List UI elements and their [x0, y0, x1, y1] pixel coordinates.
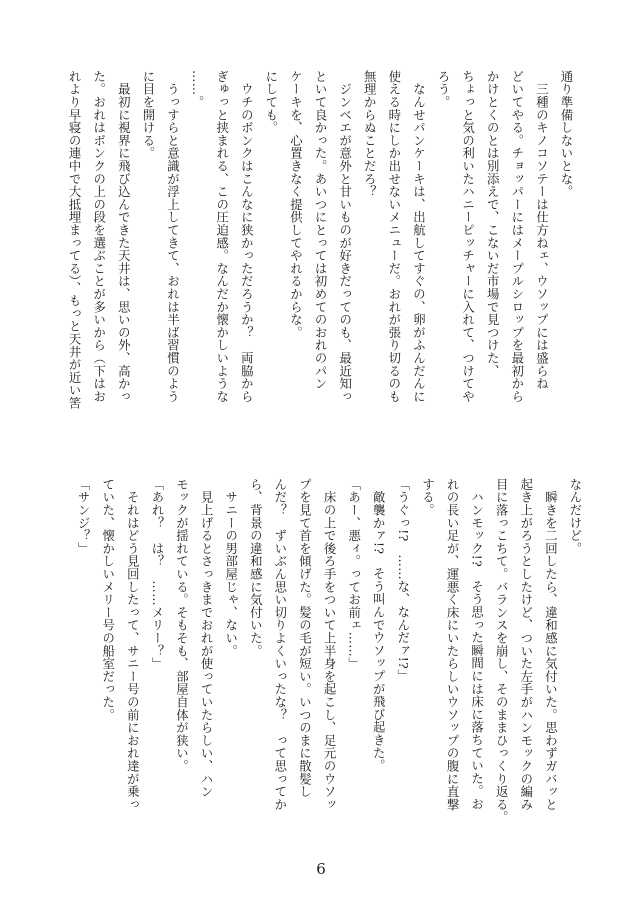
text-line: それはどう見回したって、サニー号の前におれ達が乗っ: [125, 478, 141, 811]
text-line: プを見て首を傾げた。髪の毛が短い。いつのまに散髪し: [297, 478, 313, 798]
text-line: ハンモック!? そう思った瞬間には床に落ちていた。お: [469, 478, 485, 811]
text-line: なんせパンケーキは、出航してすぐの、卵がふんだんに: [411, 70, 427, 403]
text-line: ていた、懐かしいメリー号の船室だった。: [100, 478, 116, 722]
text-line: ぎゅっと挟まれる、この圧迫感。なんだか懐かしいような: [214, 70, 230, 403]
text-line: ケーキを、心置きなく提供してやれるからな。: [288, 70, 304, 339]
text-line: 瞬きを二回したら、違和感に気付いた。思わずガバッと: [543, 478, 559, 811]
text-line: 最初に視界に飛び込んできた天井は、思いの外、高かっ: [116, 70, 132, 403]
text-line: サニーの男部屋じゃ、ない。: [223, 478, 239, 658]
text-line: にしても。: [263, 70, 279, 134]
text-line: 見上げるとさっきまでおれが使っていたらしい、ハン: [199, 478, 215, 798]
text-line: ……。: [190, 70, 206, 109]
text-line: 「あー、悪ィ。ってお前ェ……」: [346, 478, 362, 670]
text-line: ろう。: [436, 70, 452, 109]
text-line: 起き上がろうとしたけど、ついた左手がハンモックの編み: [518, 478, 534, 811]
text-line: ら、背景の違和感に気付いた。: [248, 478, 264, 658]
text-line: た。おれはボンクの上の段を選ぶことが多いから（下はお: [91, 70, 107, 403]
text-line: 床の上で後ろ手をついて上半身を起こし、足元のウソッ: [322, 478, 338, 811]
text-line: 目に落っこちて。バランスを崩し、そのままひっくり返る。: [494, 478, 510, 824]
text-line: に目を開ける。: [140, 70, 156, 160]
text-line: ちょっと気の利いたハニーピッチャーに入れて、つけてや: [460, 70, 476, 403]
text-line: 「サンジ？」: [76, 478, 92, 555]
text-line: かけとくのとは別添えで、こないだ市場で見つけた、: [485, 70, 501, 378]
text-line: ジンベエが意外と甘いものが好きだってのも、最近知っ: [337, 70, 353, 403]
text-line: 「あれ？ は？ ……メリー？」: [149, 478, 165, 670]
text-line: といて良かった。あいつにとっては初めてのおれのパン: [313, 70, 329, 390]
text-line: モックが揺れている。そもそも、部屋自体が狭い。: [174, 478, 190, 773]
text-line: 無理からぬことだろ？: [362, 70, 378, 198]
text-line: れより早寝の連中で大抵埋まってる）、もっと天井が近い筈: [67, 70, 83, 410]
text-line: んだ？ ずいぶん思い切りよくいったな？ って思ってか: [272, 478, 288, 811]
text-line: なんだけど。: [568, 478, 583, 555]
text-line: れの長い足が、運悪く床にいたらしいウソップの腹に直撃: [445, 478, 461, 811]
text-line: 通り準備しないとな。: [559, 70, 574, 198]
text-line: 使える時にしか出せないメニューだ。おれが張り切るのも: [386, 70, 402, 403]
text-line: 敵襲かァ!? そう叫んでウソップが飛び起きた。: [371, 478, 387, 773]
lower-text-block: [71, 478, 587, 858]
page-number: 6: [316, 860, 326, 878]
text-line: うっすらと意識が浮上してきて、おれは半ば習慣のよう: [165, 70, 181, 403]
text-line: する。: [420, 478, 436, 517]
text-line: 「うぐっ!? ……な、なんだァ!?」: [395, 478, 411, 683]
text-line: 三種のキノコソテーは仕方ねェ、ウソップには盛らね: [534, 70, 550, 390]
text-line: どいてやる。チョッパーにはメープルシロップを最初から: [509, 70, 525, 403]
upper-text-block: [62, 70, 578, 450]
text-line: ウチのボンクはこんなに狭かっただろうか？ 両脇から: [239, 70, 255, 403]
